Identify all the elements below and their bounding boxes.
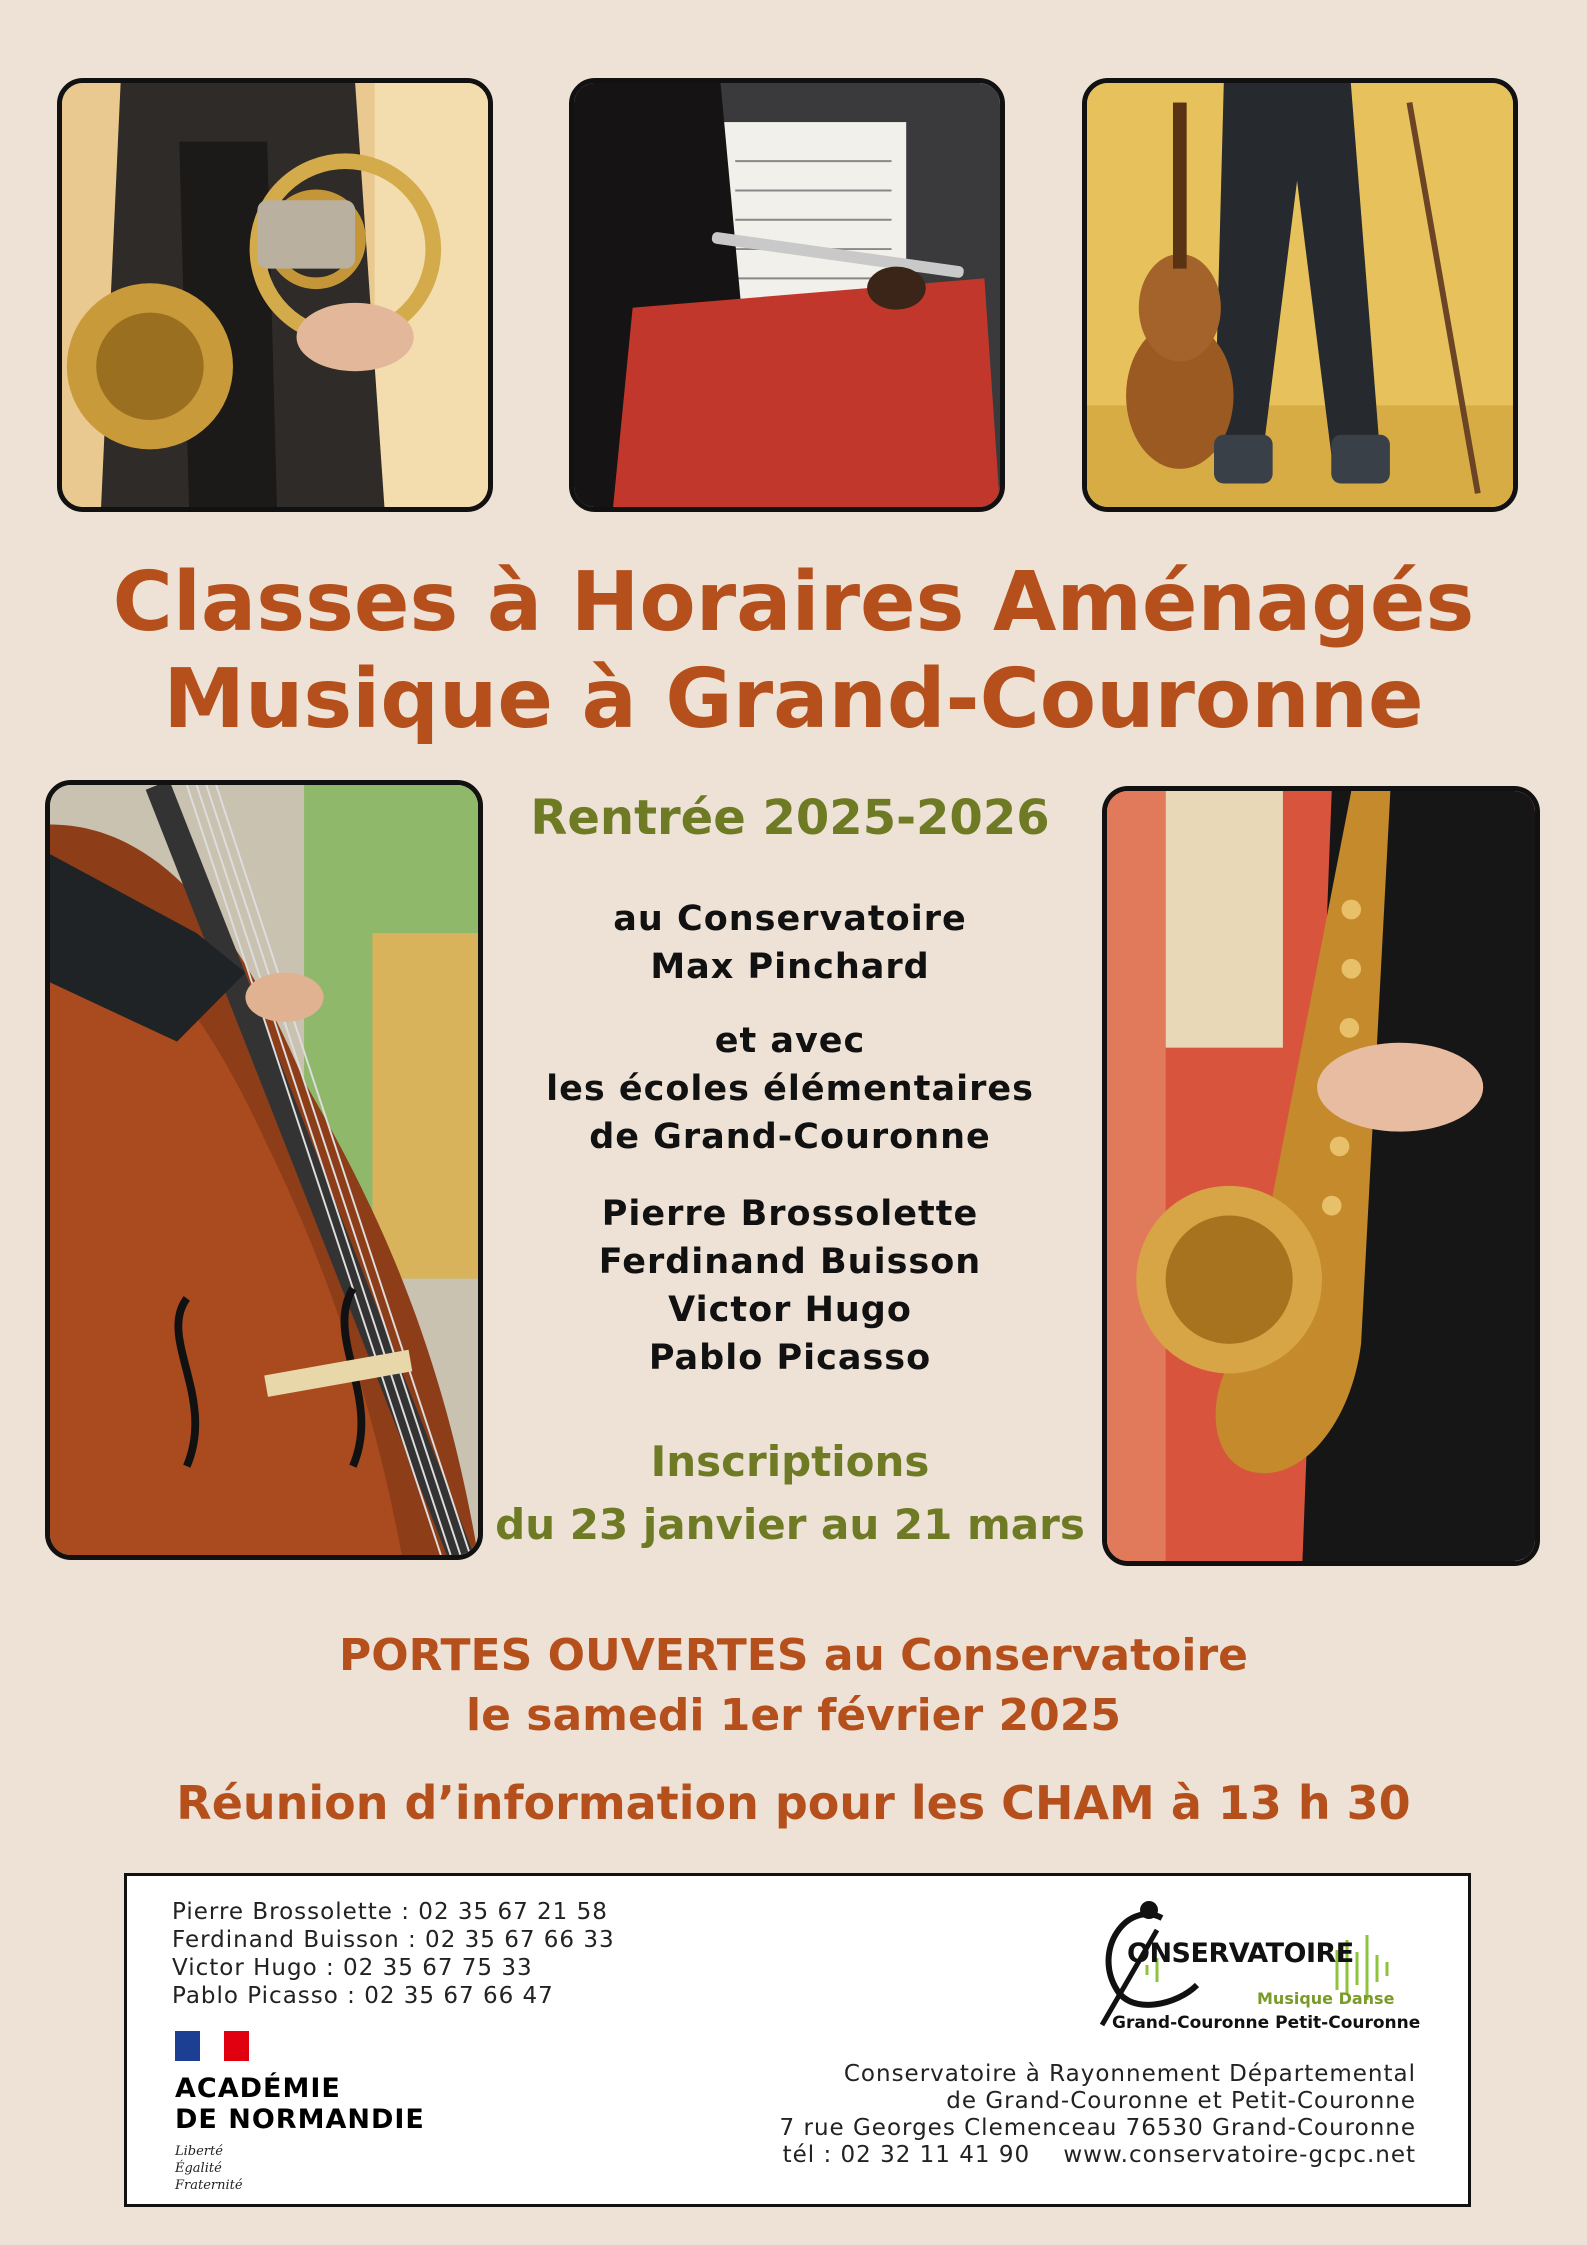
republic-motto: Liberté Égalité Fraternité bbox=[175, 2144, 243, 2193]
school-item: Pierre Brossolette bbox=[601, 1194, 979, 1234]
conservatoire-logo-name: ONSERVATOIRE bbox=[1127, 1938, 1354, 1969]
phone-line: Pablo Picasso : 02 35 67 66 47 bbox=[172, 1983, 554, 2009]
open-day-line-1: PORTES OUVERTES au Conservatoire bbox=[338, 1630, 1249, 1681]
with-line-3: de Grand-Couronne bbox=[589, 1117, 991, 1157]
address-line: de Grand-Couronne et Petit-Couronne bbox=[946, 2088, 1416, 2114]
flute-photo bbox=[569, 78, 1005, 512]
marianne-flag-icon bbox=[175, 2031, 249, 2061]
school-year-heading: Rentrée 2025-2026 bbox=[530, 790, 1050, 846]
with-line-1: et avec bbox=[714, 1021, 866, 1061]
school-item: Pablo Picasso bbox=[648, 1338, 932, 1378]
title-line-1: Classes à Horaires Aménagés bbox=[112, 555, 1475, 650]
school-item: Ferdinand Buisson bbox=[598, 1242, 982, 1282]
conservatoire-line-2: Max Pinchard bbox=[650, 947, 930, 987]
phone-line: Victor Hugo : 02 35 67 75 33 bbox=[172, 1955, 533, 1981]
contact-footer bbox=[124, 1873, 1471, 2207]
phone-line: Ferdinand Buisson : 02 35 67 66 33 bbox=[172, 1927, 615, 1953]
address-line: 7 rue Georges Clemenceau 76530 Grand-Couronne bbox=[779, 2115, 1416, 2141]
conservatoire-line-1: au Conservatoire bbox=[613, 899, 967, 939]
conservatoire-name bbox=[490, 895, 1090, 991]
conservatoire-logo-subtitle: Musique Danse bbox=[1257, 1989, 1395, 2008]
registration-dates: du 23 janvier au 21 mars bbox=[495, 1500, 1085, 1549]
violin-photo bbox=[1082, 78, 1518, 512]
double-bass-photo bbox=[45, 780, 483, 1560]
phone-line: Pierre Brossolette : 02 35 67 21 58 bbox=[172, 1899, 608, 1925]
registration-heading: Inscriptions bbox=[650, 1437, 930, 1486]
school-item: Victor Hugo bbox=[668, 1290, 912, 1330]
address-line: Conservatoire à Rayonnement Départemental bbox=[843, 2061, 1416, 2087]
info-meeting: Réunion d’information pour les CHAM à 13 h 30 bbox=[176, 1776, 1411, 1830]
title-line-2: Musique à Grand-Couronne bbox=[163, 652, 1424, 747]
french-horn-photo bbox=[57, 78, 493, 512]
academie-logo bbox=[175, 2031, 425, 2194]
with-line-2: les écoles élémentaires bbox=[546, 1069, 1034, 1109]
school-phone-list bbox=[172, 1898, 615, 2010]
open-day-line-2: le samedi 1er février 2025 bbox=[466, 1690, 1121, 1741]
address-line: tél : 02 32 11 41 90 www.conservatoire-gcpc.net bbox=[782, 2142, 1416, 2168]
academie-name: ACADÉMIE DE NORMANDIE bbox=[175, 2073, 425, 2135]
school-list bbox=[490, 1190, 1090, 1382]
partner-schools-intro bbox=[490, 1017, 1090, 1161]
saxophone-photo bbox=[1102, 786, 1540, 1566]
conservatoire-logo-cities: Grand-Couronne Petit-Couronne bbox=[1112, 2013, 1421, 2033]
conservatoire-address bbox=[780, 2061, 1416, 2169]
